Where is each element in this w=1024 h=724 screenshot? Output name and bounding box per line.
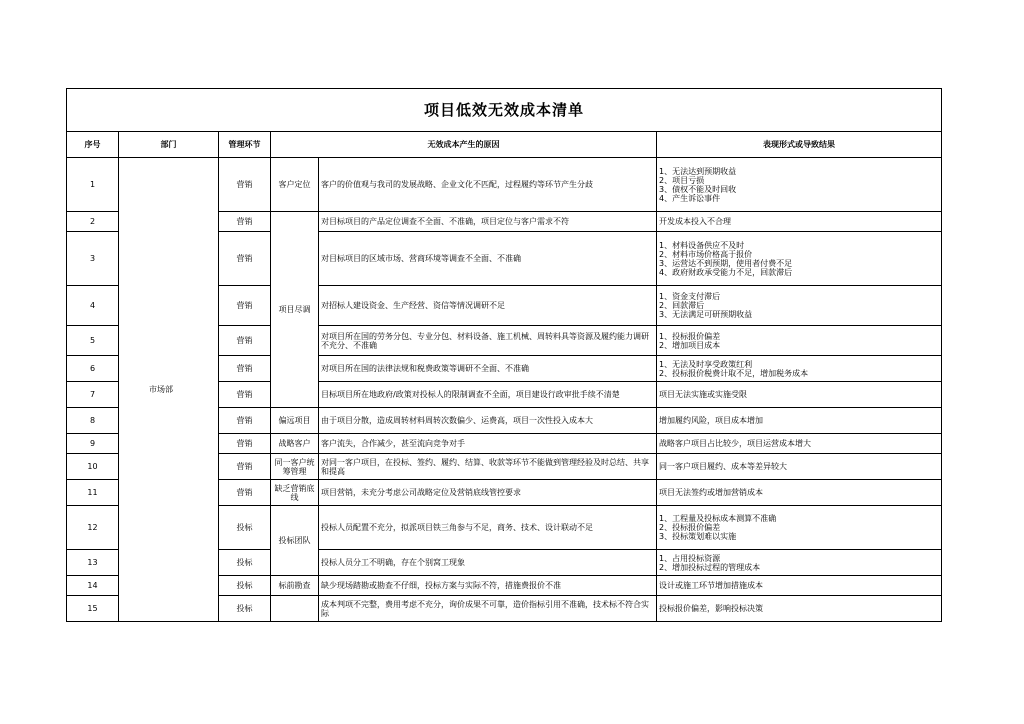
group-cell: 战略客户 [271,434,319,454]
row-cause: 对目标项目的产品定位调查不全面、不准确，项目定位与客户需求不符 [319,212,657,232]
row-stage: 营销 [219,286,271,326]
row-cause: 对项目所在国的劳务分包、专业分包、材料设备、施工机械、周转料具等资源及履约能力调研不充分、不准确 [319,326,657,356]
header-seq: 序号 [67,132,119,158]
row-stage: 营销 [219,212,271,232]
row-result: 1、无法达到预期收益 2、项目亏损 3、债权不能及时回收 4、产生诉讼事件 [657,158,942,212]
row-cause: 对招标人建设资金、生产经营、资信等情况调研不足 [319,286,657,326]
row-result: 1、无法及时享受政策红利 2、投标报价税费计取不足，增加税务成本 [657,356,942,382]
row-cause: 对目标项目的区域市场、营商环境等调查不全面、不准确 [319,232,657,286]
row-stage: 营销 [219,158,271,212]
row-stage: 营销 [219,434,271,454]
row-seq: 3 [67,232,119,286]
page-title: 项目低效无效成本清单 [67,89,942,132]
row-seq: 11 [67,480,119,506]
header-dept: 部门 [119,132,219,158]
row-seq: 12 [67,506,119,550]
row-stage: 投标 [219,550,271,576]
row-cause: 由于项目分散，造成周转材料周转次数偏少、运费高，项目一次性投入成本大 [319,408,657,434]
row-result: 1、资金支付滞后 2、回款滞后 3、无法满足可研预期收益 [657,286,942,326]
row-seq: 1 [67,158,119,212]
row-seq: 6 [67,356,119,382]
group-cell: 偏远项目 [271,408,319,434]
row-result: 1、占用投标资源 2、增加投标过程的管理成本 [657,550,942,576]
row-stage: 投标 [219,596,271,622]
group-cell-empty [271,596,319,622]
row-cause: 投标人员配置不充分，拟派项目铁三角参与不足，商务、技术、设计联动不足 [319,506,657,550]
table-row [67,158,942,212]
row-result: 设计或施工环节增加措施成本 [657,576,942,596]
row-result: 1、工程量及投标成本测算不准确 2、投标报价偏差 3、投标策划难以实施 [657,506,942,550]
cost-list-sheet [66,88,941,622]
row-seq: 15 [67,596,119,622]
header-stage: 管理环节 [219,132,271,158]
row-result: 1、投标报价偏差 2、增加项目成本 [657,326,942,356]
department-cell: 市场部 [119,158,219,622]
row-cause: 对项目所在国的法律法规和税费政策等调研不全面、不准确 [319,356,657,382]
row-stage: 营销 [219,454,271,480]
row-result: 增加履约风险，项目成本增加 [657,408,942,434]
row-seq: 9 [67,434,119,454]
group-cell: 客户定位 [271,158,319,212]
row-cause: 缺少现场踏勘或勘查不仔细，投标方案与实际不符，措施费报价不准 [319,576,657,596]
row-seq: 13 [67,550,119,576]
group-cell: 同一客户统筹管理 [271,454,319,480]
row-seq: 10 [67,454,119,480]
group-cell: 项目尽调 [271,212,319,408]
row-result: 项目无法签约或增加营销成本 [657,480,942,506]
row-seq: 7 [67,382,119,408]
row-stage: 投标 [219,506,271,550]
group-cell: 标前勘查 [271,576,319,596]
row-stage: 营销 [219,382,271,408]
cost-table [66,88,942,622]
row-result: 同一客户项目履约、成本等差异较大 [657,454,942,480]
row-stage: 营销 [219,232,271,286]
row-result: 开发成本投入不合理 [657,212,942,232]
row-result: 项目无法实施或实施受限 [657,382,942,408]
row-cause: 目标项目所在地政府/政策对投标人的限制调查不全面，项目建设行政审批手续不清楚 [319,382,657,408]
group-cell: 投标团队 [271,506,319,576]
row-seq: 5 [67,326,119,356]
row-result: 战略客户项目占比较少，项目运营成本增大 [657,434,942,454]
row-stage: 投标 [219,576,271,596]
header-result: 表现形式或导致结果 [657,132,942,158]
row-cause: 客户的价值观与我司的发展战略、企业文化不匹配，过程履约等环节产生分歧 [319,158,657,212]
row-stage: 营销 [219,480,271,506]
row-cause: 对同一客户项目，在投标、签约、履约、结算、收款等环节不能做到管理经验及时总结、共享和提高 [319,454,657,480]
row-seq: 8 [67,408,119,434]
row-cause: 投标人员分工不明确，存在个别窝工现象 [319,550,657,576]
header-cause: 无效成本产生的原因 [271,132,657,158]
row-stage: 营销 [219,408,271,434]
row-seq: 4 [67,286,119,326]
row-cause: 项目营销，未充分考虑公司战略定位及营销底线管控要求 [319,480,657,506]
row-cause: 客户流失，合作减少，甚至流向竞争对手 [319,434,657,454]
group-cell: 缺乏营销底线 [271,480,319,506]
row-result: 1、材料设备供应不及时 2、材料市场价格高于报价 3、运营达不到预期，使用者付费不足 4、政府财政承受能力不足，回款滞后 [657,232,942,286]
row-result: 投标报价偏差，影响投标决策 [657,596,942,622]
row-stage: 营销 [219,356,271,382]
row-stage: 营销 [219,326,271,356]
row-cause: 成本判项不完整，费用考虑不充分，询价成果不可靠，造价指标引用不准确，技术标不符合实际 [319,596,657,622]
row-seq: 14 [67,576,119,596]
row-seq: 2 [67,212,119,232]
